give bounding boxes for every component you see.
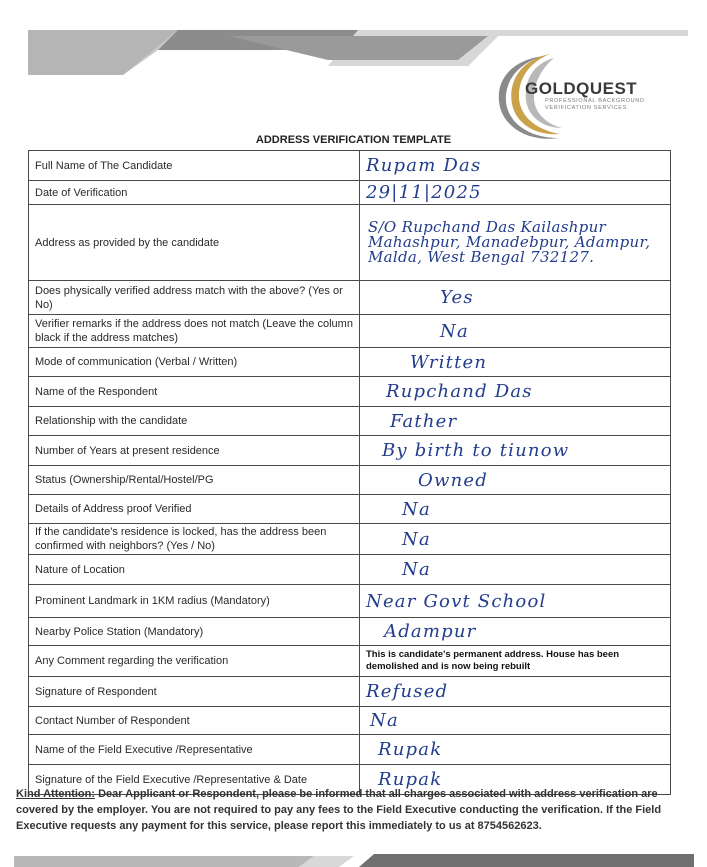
table-row <box>29 555 671 585</box>
table-row <box>29 677 671 707</box>
row-value: Father <box>360 407 671 436</box>
row-value: This is candidate's permanent address. House has been demolished and is now being rebuilt <box>360 646 671 677</box>
row-value: Written <box>360 348 671 377</box>
row-label: Signature of the Field Executive /Representative & Date <box>29 765 360 795</box>
attention-text: Dear Applicant or Respondent, please be informed that all charges associated with address verification are covered by the employer. You are not required to pay any fees to the Field Executive conducting the verification. If the Field Executive requests any payment for this service, please report this immediately to us at 8754562623. <box>16 788 662 832</box>
table-row <box>29 618 671 646</box>
row-value: Na <box>360 495 671 524</box>
logo-tagline: PROFESSIONAL BACKGROUND VERIFICATION SERVICES <box>545 98 645 111</box>
row-value: Near Govt School <box>360 585 671 618</box>
row-label: Date of Verification <box>29 181 360 205</box>
row-label: Full Name of The Candidate <box>29 151 360 181</box>
verification-form-table <box>28 150 671 795</box>
row-value: Na <box>360 315 671 348</box>
row-value: Na <box>360 555 671 585</box>
row-label: Relationship with the candidate <box>29 407 360 436</box>
row-value: Refused <box>360 677 671 707</box>
table-row <box>29 181 671 205</box>
row-value: Na <box>360 524 671 555</box>
attention-lead: Kind Attention: <box>16 788 96 800</box>
row-value: Rupak <box>360 735 671 765</box>
row-label: If the candidate's residence is locked, has the address been confirmed with neighbors? (Yes / No) <box>29 524 360 555</box>
table-row <box>29 205 671 281</box>
footer-banner <box>14 852 694 867</box>
row-label: Mode of communication (Verbal / Written) <box>29 348 360 377</box>
table-row <box>29 348 671 377</box>
row-value: Rupak <box>360 765 671 795</box>
row-label: Does physically verified address match with the above? (Yes or No) <box>29 281 360 315</box>
row-value: 29|11|2025 <box>360 181 671 205</box>
table-row <box>29 436 671 466</box>
row-label: Prominent Landmark in 1KM radius (Mandatory) <box>29 585 360 618</box>
table-row <box>29 466 671 495</box>
row-label: Status (Ownership/Rental/Hostel/PG <box>29 466 360 495</box>
row-value: S/O Rupchand Das Kailashpur Mahashpur, Manadebpur, Adampur, Malda, West Bengal 732127. <box>360 205 671 281</box>
table-row <box>29 281 671 315</box>
row-label: Details of Address proof Verified <box>29 495 360 524</box>
table-row <box>29 585 671 618</box>
row-label: Address as provided by the candidate <box>29 205 360 281</box>
table-row <box>29 151 671 181</box>
row-label: Verifier remarks if the address does not match (Leave the column black if the address matches) <box>29 315 360 348</box>
row-value: Yes <box>360 281 671 315</box>
table-row <box>29 646 671 677</box>
row-label: Number of Years at present residence <box>29 436 360 466</box>
row-value: Rupchand Das <box>360 377 671 407</box>
row-label: Any Comment regarding the verification <box>29 646 360 677</box>
row-label: Nature of Location <box>29 555 360 585</box>
row-label: Contact Number of Respondent <box>29 707 360 735</box>
row-value: Rupam Das <box>360 151 671 181</box>
row-label: Nearby Police Station (Mandatory) <box>29 618 360 646</box>
attention-notice <box>16 786 692 834</box>
row-label: Name of the Field Executive /Representative <box>29 735 360 765</box>
row-value: Adampur <box>360 618 671 646</box>
logo-name: GOLDQUEST <box>525 79 638 98</box>
table-row <box>29 707 671 735</box>
row-value: Owned <box>360 466 671 495</box>
row-label: Signature of Respondent <box>29 677 360 707</box>
table-row <box>29 495 671 524</box>
table-row <box>29 407 671 436</box>
table-row <box>29 735 671 765</box>
row-value: Na <box>360 707 671 735</box>
table-row <box>29 377 671 407</box>
table-row <box>29 315 671 348</box>
row-label: Name of the Respondent <box>29 377 360 407</box>
form-title: ADDRESS VERIFICATION TEMPLATE <box>255 134 452 146</box>
table-row <box>29 524 671 555</box>
row-value: By birth to tiunow <box>360 436 671 466</box>
goldquest-logo <box>492 52 662 144</box>
